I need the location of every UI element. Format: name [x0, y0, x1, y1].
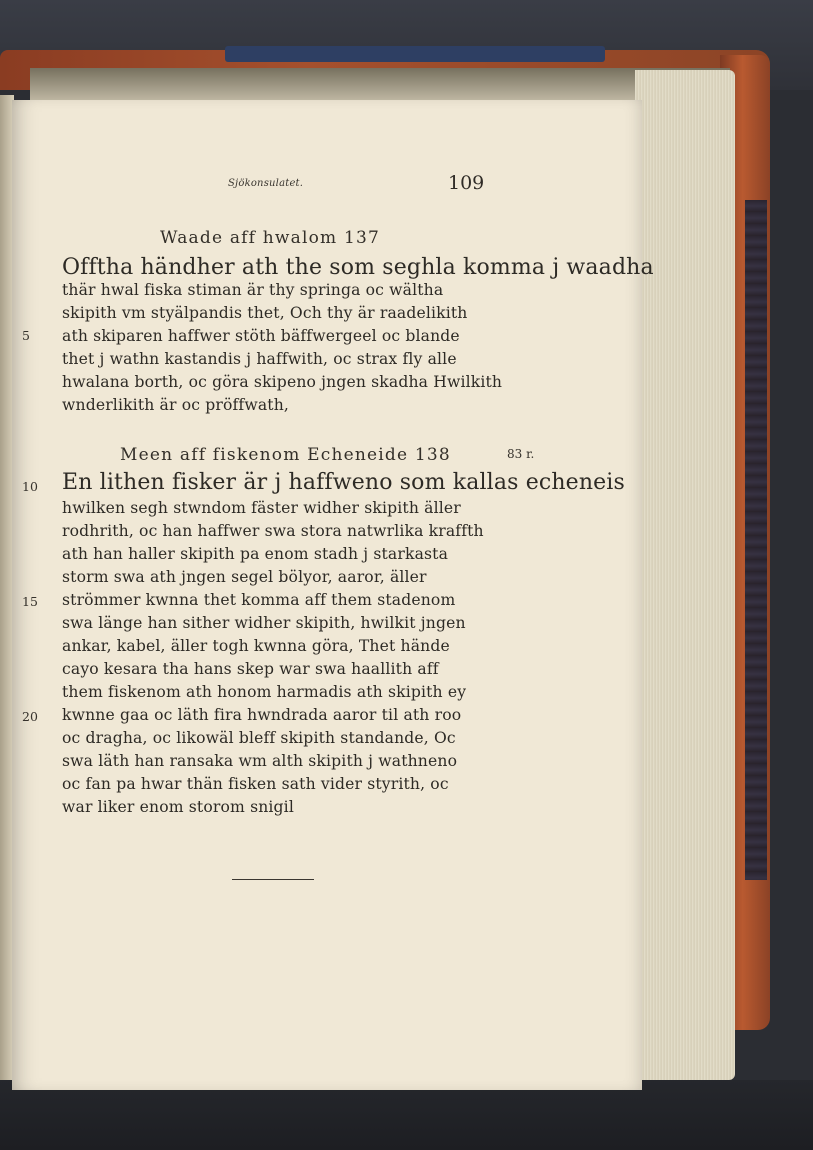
line-number: 15: [22, 594, 38, 609]
page-number: 109: [448, 172, 485, 194]
text-line: kwnne gaa oc läth fira hwndrada aaror til ath roo: [62, 706, 462, 724]
line-number: 10: [22, 479, 38, 494]
section-heading: Meen aff fiskenom Echeneide 138: [120, 445, 451, 465]
running-head: Sjökonsulatet.: [228, 178, 304, 189]
cover-binding-stripe: [745, 200, 767, 880]
text-line: ath han haller skipith pa enom stadh j starkasta: [62, 545, 449, 563]
text-line: oc fan pa hwar thän fisken sath vider styrith, oc: [62, 775, 449, 793]
page-edges: [635, 70, 735, 1080]
text-line: swa läth han ransaka wm alth skipith j wathneno: [62, 752, 458, 770]
text-line: war liker enom storom snigil: [62, 798, 294, 816]
text-line: them fiskenom ath honom harmadis ath skipith ey: [62, 683, 467, 701]
text-line: hwalana borth, oc göra skipeno jngen skadha Hwilkith: [62, 373, 503, 391]
spine-label: [225, 46, 605, 62]
text-line: thär hwal fiska stiman är thy springa oc wältha: [62, 281, 444, 299]
text-line-content: Offtha händher ath the som seghla komma j waadha: [62, 255, 654, 280]
text-line: thet j wathn kastandis j haffwith, oc strax fly alle: [62, 350, 457, 368]
text-line: [62, 255, 654, 280]
text-line: swa länge han sither widher skipith, hwilkit jngen: [62, 614, 466, 632]
text-line: ankar, kabel, äller togh kwnna göra, Thet hände: [62, 637, 450, 655]
text-line: rodhrith, oc han haffwer swa stora natwrlika kraffth: [62, 522, 484, 540]
text-line: hwilken segh stwndom fäster widher skipith äller: [62, 499, 461, 517]
margin-reference: 83 r.: [507, 447, 535, 461]
text-line: cayo kesara tha hans skep war swa haallith aff: [62, 660, 439, 678]
text-line: storm swa ath jngen segel bölyor, aaror, äller: [62, 568, 427, 586]
text-line: oc dragha, oc likowäl bleff skipith standande, Oc: [62, 729, 456, 747]
line-number: 20: [22, 709, 38, 724]
text-line: strömmer kwnna thet komma aff them stadenom: [62, 591, 456, 609]
text-line: wnderlikith är oc pröffwath,: [62, 396, 289, 414]
text-line: skipith vm styälpandis thet, Och thy är raadelikith: [62, 304, 468, 322]
text-line-content: En lithen fisker är j haffweno som kallas echeneis: [62, 470, 625, 495]
line-number: 5: [22, 328, 30, 343]
closing-rule: [232, 879, 314, 880]
text-line: ath skiparen haffwer stöth bäffwergeel oc blande: [62, 327, 460, 345]
background-bottom: [0, 1080, 813, 1150]
text-line: [62, 470, 625, 495]
section-heading: Waade aff hwalom 137: [160, 228, 381, 248]
